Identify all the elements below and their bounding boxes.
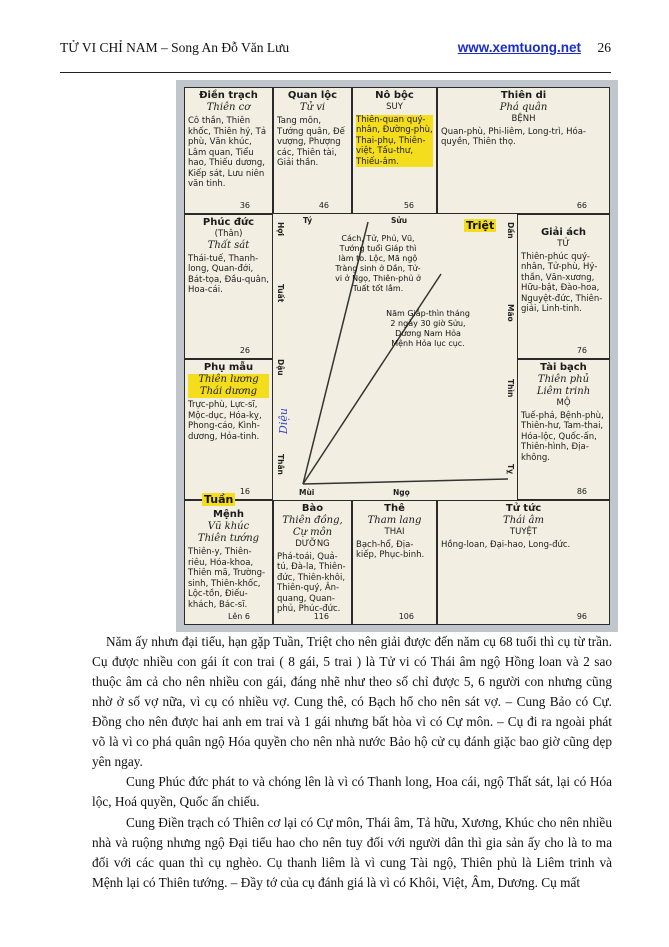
cell-status: THAI (384, 527, 405, 537)
cell-menh (184, 500, 273, 625)
cell-the (352, 500, 437, 625)
branch-suu: Sửu (391, 216, 408, 225)
branch-than: Thân (276, 454, 285, 475)
branch-thin: Thìn (506, 379, 515, 398)
cell-status: SUY (386, 102, 403, 112)
branch-dau: Dậu (276, 359, 285, 376)
handwritten-note: Diệu (277, 408, 290, 434)
cell-giai-ach (517, 214, 610, 359)
center-text-rules: Cách, Tử, Phủ, Vũ, Tướng tuổi Giáp thì làm to. Lộc, Mã ngộ Tràng sinh ở Dần, Tử-vi ở Ngọ, Thiên-phủ ở Tuất tốt lắm. (335, 234, 421, 293)
branch-dan: Dần (506, 222, 515, 239)
cell-name: Quan lộc (287, 90, 338, 101)
cell-number: 116 (313, 611, 329, 621)
cell-tu-tuc (437, 500, 610, 625)
cell-name: Mệnh (213, 509, 244, 520)
cell-name: Bào (301, 503, 324, 514)
cell-status: DƯỠNG (295, 539, 330, 549)
cell-star: Vũ khúc (207, 521, 250, 532)
paragraph-1: Năm ấy nhưn đại tiểu, hạn gặp Tuần, Triệt cho nên giải được đến năm cụ 68 tuổi thì cụ từ trần. Cụ được nhiều con gái ít con trai ( 8 gái, 5 trai ) là Tử vi có Thái âm ngộ Hồng loan và 2 sao thuộc âm cả cho nên nhiều con gái, đáng nhẽ như theo số chỉ được 5, 6 người con nhưng cũng nhờ ở số vợ nữa, vì cụ có nhiều vợ. Cung thê, có Bạch hổ cho nên sát vợ. – Cung Bảo có Cự. Đồng cho nên được hai anh em trai và 1 gái nhưng bất hòa vì có Cự môn. – Cụ đi ra ngoài phát võ là vì co phá quân ngộ Hóa quyền cho nên nhà nước Bảo hộ cử cụ đánh giặc bao giờ cũng dẹp yên ngay. (92, 634, 612, 769)
cell-star-2: Thiên tướng (197, 533, 260, 544)
cell-name: Giải ách (540, 227, 587, 238)
cell-number: 76 (576, 345, 587, 355)
header-rule (60, 72, 611, 73)
cell-star-2: Thái dương (188, 386, 269, 398)
cell-status: TUYỆT (509, 527, 538, 537)
cell-tai-bach (517, 359, 610, 500)
cell-number: 106 (398, 611, 414, 621)
center-text-birth: Năm Giáp-thìn tháng 2 ngày 30 giờ Sửu, Dương Nam Hỏa Mệnh Hỏa lục cục. (386, 309, 470, 348)
paragraph-2: Cung Phúc đức phát to và chóng lên là vì có Thanh long, Hoa cái, ngộ Thất sát, lại có Hóa lộc, Hoá quyền, Quốc ấn chiếu. (92, 774, 612, 809)
branch-ngo: Ngọ (393, 488, 410, 497)
triangle-line (303, 479, 508, 484)
cell-star: Tham lang (367, 515, 422, 526)
book-title: TỬ VI CHỈ NAM – Song An Đỗ Văn Lưu (60, 40, 290, 55)
cell-number: 96 (576, 611, 587, 621)
cell-name: Thê (384, 503, 405, 514)
cell-number: 86 (576, 486, 587, 496)
cell-star: Thất sát (207, 239, 250, 251)
cell-name: Điền trạch (199, 90, 258, 101)
branch-mao: Mão (506, 304, 515, 322)
cell-status: BỆNH (511, 114, 536, 124)
page-header (60, 40, 611, 62)
cell-number: 46 (318, 200, 329, 210)
cell-phuc-duc (184, 214, 273, 359)
cell-body: Thiên-y, Thiên-riêu, Hóa-khoa, Thiên mã, Trường-sinh, Thiên-khốc, Lộc-tồn, Điếu-khách, Bác-sĩ. (188, 547, 266, 610)
cell-number: Lên 6 (228, 611, 250, 621)
cell-subtitle: (Thân) (214, 229, 243, 239)
cell-number: 16 (239, 486, 250, 496)
branch-mui: Mùi (299, 488, 315, 497)
cell-star: Thiên lương (188, 374, 269, 386)
cell-body: Bạch-hổ, Địa-kiếp, Phục-binh. (356, 539, 425, 560)
branch-hoi: Hợi (276, 222, 285, 237)
chart-center (273, 214, 517, 500)
website-link[interactable]: www.xemtuong.net (457, 40, 581, 55)
triangle-line (303, 274, 441, 484)
cell-number: 56 (403, 200, 414, 210)
cell-body: Phá-toái, Quả-tú, Đà-la, Thiên-đức, Thiên-khôi, Thiên-quý, Ân-quang, Quan-phủ, Phúc-đức. (277, 551, 346, 614)
cell-body: Trực-phù, Lực-sĩ, Mộc-dục, Hóa-kỵ, Phong-cáo, Kình-dương, Hỏa-tinh. (188, 400, 262, 442)
cell-body: Thiên-quan quý-nhân, Đường-phù, Thai-phụ, Thiên-việt, Tấu-thư, Thiếu-âm. (356, 114, 433, 167)
cell-star: Thiên cơ (206, 102, 251, 113)
cell-number: 26 (239, 345, 250, 355)
cell-name: Tài bạch (540, 362, 587, 373)
branch-ty-top: Tý (303, 216, 313, 225)
cell-thien-di (437, 87, 610, 214)
cell-star: Thái âm (503, 515, 544, 526)
cell-phu-mau (184, 359, 273, 500)
cell-body: Quan-phù, Phi-liêm, Long-trì, Hóa-quyền, Thiên thọ. (441, 126, 586, 147)
paragraph-3: Cung Điền trạch có Thiên cơ lại có Cự môn, Thái âm, Tả hữu, Xương, Khúc cho nên nhiều nhà và ruộng nhưng ngộ Đại tiểu hao cho nên tuy đối với người dân thì gia sản ấy cho là to ma đối với các quan thì cụ nghèo. Cụ thanh liêm là vì cung Tài ngộ, Thiên phủ là Liêm trinh và Mệnh lại có Thiên tướng. – Đầy tớ của cụ đánh giá là vì có Khôi, Việt, Âm, Dương. Cụ mất (92, 815, 612, 890)
cell-dien-trach (184, 87, 273, 214)
cell-number: 36 (239, 200, 250, 210)
cell-quan-loc (273, 87, 352, 214)
cell-body: Cô thần, Thiên khốc, Thiên hỷ, Tả phù, Văn khúc, Lâm quan, Tiểu hao, Thiếu dương, Kiếp sát, Lưu niên văn tinh. (188, 116, 267, 189)
horoscope-grid (184, 87, 610, 625)
horoscope-chart-scan (176, 80, 618, 632)
cell-name: Thiên di (500, 90, 547, 101)
cell-number: 66 (576, 200, 587, 210)
cell-status: MỘ (556, 398, 571, 408)
cell-star: Thiên đồng, Cự môn (282, 515, 343, 538)
cell-body: Thiên-phúc quý-nhân, Tử-phù, Hỷ-thần, Văn-xương, Hữu-bật, Đào-hoa, Nguyệt-đức, Thiên-giải, Linh-tinh. (521, 251, 603, 314)
cell-body: Tang môn, Tướng quân, Đế vượng, Phượng các, Thiên tài, Giải thần. (277, 116, 345, 168)
triet-label: Triệt (466, 219, 495, 232)
cell-status: TỬ (557, 239, 570, 249)
tuan-label: Tuần (204, 493, 234, 506)
cell-body: Hồng-loan, Đại-hao, Long-đức. (441, 539, 571, 550)
cell-body: Tuế-phá, Bệnh-phù, Thiên-hư, Tam-thai, Hóa-lộc, Quốc-ấn, Thiên-hình, Địa-không. (521, 410, 604, 463)
cell-star: Tử vi (299, 102, 326, 113)
cell-star: Thiên phủ (537, 374, 590, 385)
cell-name: Phúc đức (202, 217, 255, 228)
cell-no-boc (352, 87, 437, 214)
cell-star-2: Liêm trinh (536, 386, 591, 397)
cell-star: Phá quân (499, 102, 548, 113)
page-number: 26 (597, 40, 611, 55)
branch-tuat: Tuất (276, 284, 285, 303)
cell-name: Phụ mẫu (203, 362, 254, 373)
cell-name: Tử tức (505, 503, 542, 514)
branch-ty-bottom: Tỵ (506, 464, 515, 475)
cell-body: Thái-tuế, Thanh-long, Quan-đới, Bát-tọa, Đầu-quân, Hoa-cái. (188, 253, 269, 295)
cell-name: Nô bộc (375, 90, 414, 101)
cell-bao (273, 500, 352, 625)
